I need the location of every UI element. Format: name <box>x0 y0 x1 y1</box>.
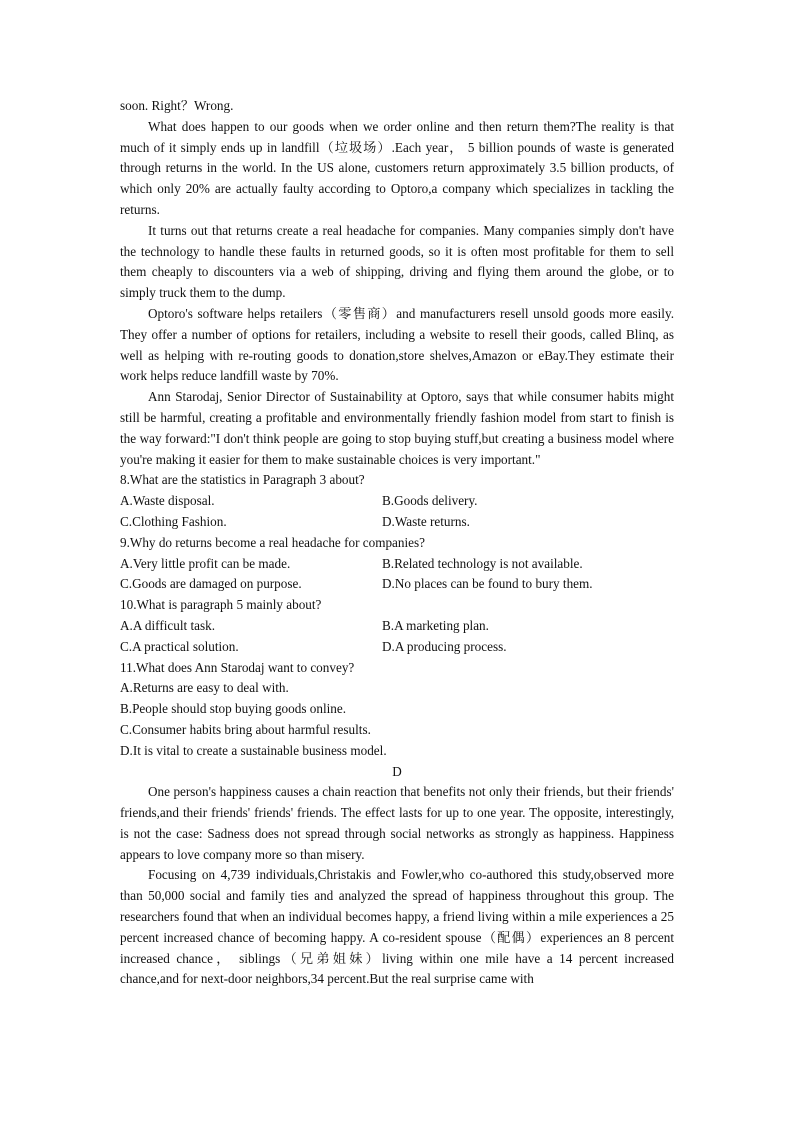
question-11-option-c: C.Consumer habits bring about harmful results. <box>120 721 371 737</box>
question-11-option-a: A.Returns are easy to deal with. <box>120 680 289 696</box>
question-9-option-b: B.Related technology is not available. <box>382 555 583 571</box>
question-9-option-c: C.Goods are damaged on purpose. <box>120 576 302 592</box>
question-11-stem: 11.What does Ann Starodaj want to convey? <box>120 659 355 675</box>
passage-c-paragraph-3: It turns out that returns create a real headache for companies. Many companies simply don't have the technology to handle these faults in returned goods, so it is often most profitable for them to sell them cheaply to discounters via a web of shipping, driving and flying them around the globe, or to simply truck them to the dump. <box>120 222 674 301</box>
question-11 <box>120 658 674 762</box>
passage-d-heading: D <box>392 763 402 779</box>
passage-c-paragraph-2: What does happen to our goods when we order online and then return them?The reality is that much of it simply ends up in landfill（垃圾场）.Each year， 5 billion pounds of waste is generated through returns in the world. In the US alone, customers return approximately 3.5 billion products, of which only 20% are actually faulty according to Optoro,a company which specializes in tackling the returns. <box>120 118 674 217</box>
passage-d-paragraph-2: Focusing on 4,739 individuals,Christakis and Fowler,who co-authored this study,observed more than 50,000 social and family ties and analyzed the spread of happiness throughout this group. The researchers found that when an individual becomes happy, a friend living within a mile experiences a 25 percent increased chance of becoming happy. A co-resident spouse（配偶）experiences an 8 percent increased chance， siblings（兄弟姐妹）living within one mile have a 14 percent increased chance,and for next-door neighbors,34 percent.But the real surprise came with <box>120 867 674 987</box>
question-9-stem: 9.Why do returns become a real headache for companies? <box>120 534 425 550</box>
question-8-options <box>120 491 674 533</box>
question-11-option-d: D.It is vital to create a sustainable business model. <box>120 742 387 758</box>
question-10-option-d: D.A producing process. <box>382 638 507 654</box>
question-10-option-a: A.A difficult task. <box>120 617 215 633</box>
passage-c-paragraph-5: Ann Starodaj, Senior Director of Sustainability at Optoro, says that while consumer habits might still be harmful, creating a profitable and environmentally friendly fashion model from start to finish is the way forward:"I don't think people are going to stop buying stuff,but creating a business model where you're making it easier for them to make sustainable choices is very important." <box>120 389 674 467</box>
question-10-option-b: B.A marketing plan. <box>382 617 489 633</box>
question-8-option-d: D.Waste returns. <box>382 513 470 529</box>
question-9-option-d: D.No places can be found to bury them. <box>382 576 593 592</box>
question-9 <box>120 533 674 595</box>
question-11-options <box>120 678 674 761</box>
question-10 <box>120 595 674 657</box>
question-11-option-b: B.People should stop buying goods online. <box>120 701 347 717</box>
question-9-option-a: A.Very little profit can be made. <box>120 555 291 571</box>
passage-c-paragraph-4: Optoro's software helps retailers（零售商）and manufacturers resell unsold goods more easily. They offer a number of options for retailers, including a website to resell their goods, called Blinq, as well as helping with re-routing goods to donation,store shelves,Amazon or eBay.They estimate their work helps reduce landfill waste by 70%. <box>120 305 674 384</box>
passage-c-paragraph-1: soon. Right？Wrong. <box>120 98 234 113</box>
question-8 <box>120 470 674 532</box>
passage-d-paragraph-1: One person's happiness causes a chain reaction that benefits not only their friends, but their friends' friends,and their friends' friends' friends. The effect lasts for up to one year. The opposite, interestingly, is not the case: Sadness does not spread through social networks as strongly as happiness. Happiness appears to love company more so than misery. <box>120 784 674 862</box>
question-9-options <box>120 554 674 596</box>
question-8-option-b: B.Goods delivery. <box>382 493 478 509</box>
question-10-stem: 10.What is paragraph 5 mainly about? <box>120 597 322 613</box>
question-8-stem: 8.What are the statistics in Paragraph 3 about? <box>120 472 365 488</box>
document-page <box>120 96 674 990</box>
question-10-options <box>120 616 674 658</box>
question-8-option-a: A.Waste disposal. <box>120 493 215 509</box>
question-8-option-c: C.Clothing Fashion. <box>120 513 227 529</box>
question-10-option-c: C.A practical solution. <box>120 638 239 654</box>
